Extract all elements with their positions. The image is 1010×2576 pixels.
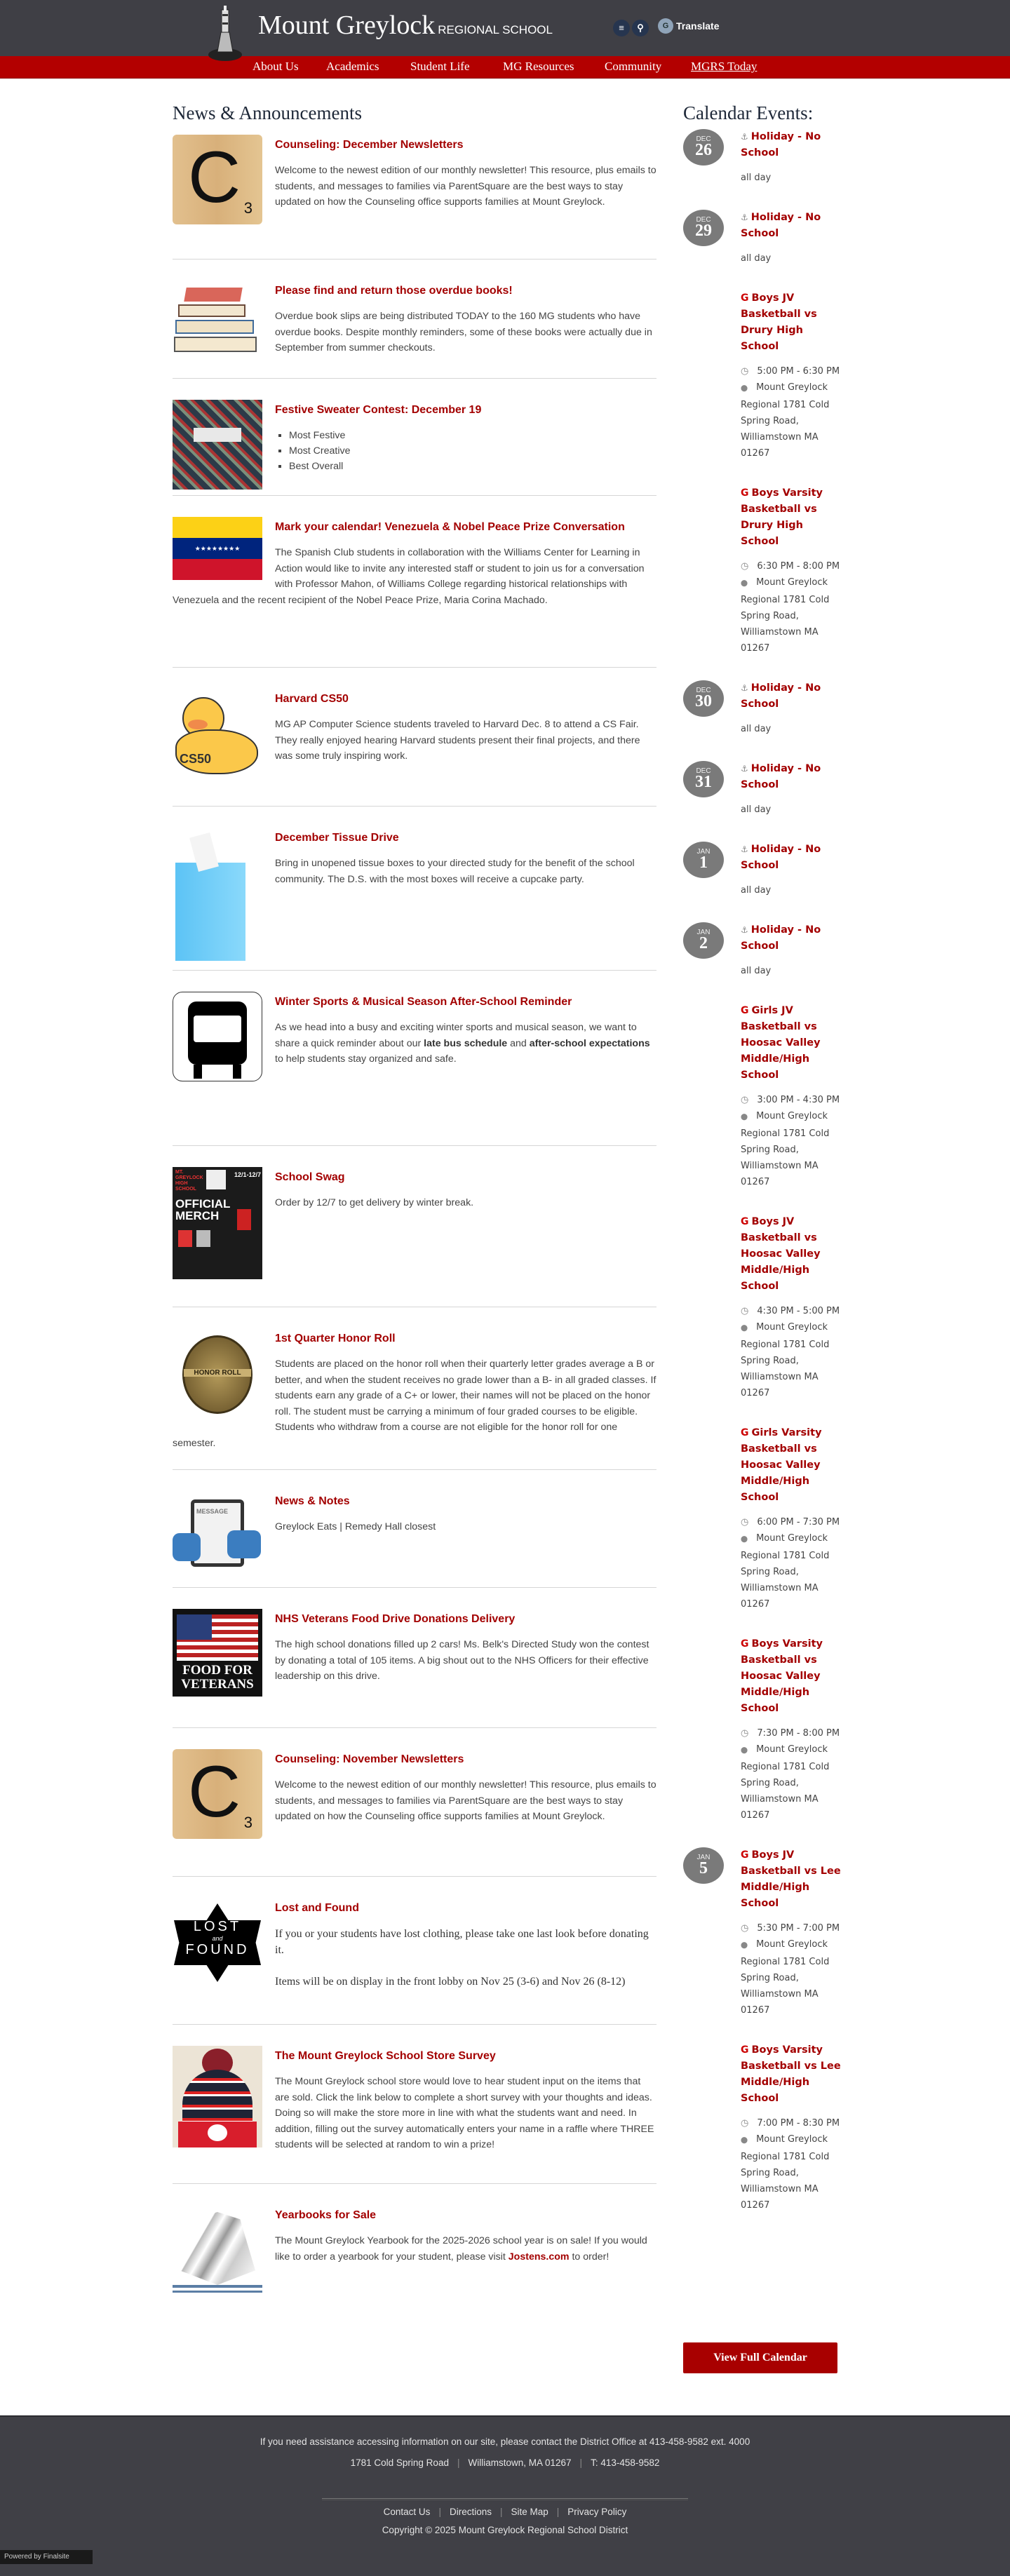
site-title[interactable]: [258, 10, 553, 41]
nav-about-us[interactable]: About Us: [252, 60, 299, 73]
greylock-g-icon: G: [741, 1638, 749, 1650]
event-location: [741, 1741, 844, 1823]
lost-and-found-image[interactable]: [173, 1898, 262, 1988]
date-day: 26: [695, 141, 712, 159]
copyright: Copyright © 2025 Mount Greylock Regional School District: [382, 2525, 628, 2535]
news-item: [173, 668, 656, 807]
footer-contact-us[interactable]: Contact Us: [383, 2507, 431, 2517]
event-link[interactable]: Boys Varsity Basketball vs Hoosac Valley Middle/High School: [741, 1638, 823, 1714]
news-item: [173, 2184, 656, 2303]
event-title: [741, 842, 844, 874]
image-caption: and: [212, 1935, 223, 1942]
clock-icon: ◷: [741, 1095, 749, 1105]
calendar-day: [683, 210, 844, 656]
event-time-text: all day: [741, 804, 772, 815]
news-title-link[interactable]: Winter Sports & Musical Season After-School Reminder: [275, 996, 572, 1008]
calendar-event: [741, 1003, 844, 1190]
clock-icon: ◷: [741, 1517, 749, 1528]
calendar-event: [741, 290, 844, 461]
holiday-icon: ⚓: [741, 132, 748, 142]
news-item: [173, 259, 656, 379]
body-text: to order!: [569, 2251, 610, 2263]
event-title: [741, 2042, 844, 2107]
greylock-g-icon: G: [741, 1216, 749, 1227]
venezuela-flag-image[interactable]: ★★★★★★★★: [173, 517, 262, 580]
image-caption: MT. GREYLOCK HIGH SCHOOL: [175, 1170, 203, 1192]
sweater-image[interactable]: [173, 400, 262, 490]
news-title-link[interactable]: December Tissue Drive: [275, 832, 399, 844]
calendar-event: [741, 1636, 844, 1823]
event-location-text: Mount Greylock Regional 1781 Cold Spring Road, Williamstown MA 01267: [741, 1111, 830, 1187]
event-title: [741, 761, 844, 793]
date-month: DEC: [696, 216, 711, 224]
event-title: [741, 922, 844, 955]
event-link[interactable]: Holiday - No School: [741, 844, 821, 871]
clock-icon: ◷: [741, 1728, 749, 1739]
site-header: [0, 0, 1010, 56]
holiday-icon: ⚓: [741, 844, 748, 854]
body-text: As we head into a busy and exciting winter sports and musical season, we want to share a quick reminder about our: [275, 1022, 637, 1049]
footer-privacy-policy[interactable]: Privacy Policy: [567, 2507, 627, 2517]
calendar-event: [741, 2042, 844, 2213]
map-pin-icon: ⬤: [741, 2137, 748, 2144]
calendar-event: [741, 210, 844, 267]
main-nav: [0, 56, 1010, 79]
event-link[interactable]: Girls JV Basketball vs Hoosac Valley Middle/High School: [741, 1005, 821, 1081]
image-caption: FOUND: [185, 1942, 250, 1957]
calendar-event: [741, 1214, 844, 1401]
date-month: JAN: [696, 848, 711, 856]
body-text: Students are placed on the honor roll when their quarterly letter grades average a B or better, and when the student receives no grade lower than a B- in all graded classes. If students earn any grade of a C+ or lower, their names will not be placed on the honor roll. The student must be carrying a minimum of four graded courses to be eligible. Students who withdraw from a course are not eligible for the honor roll for one semester.: [173, 1358, 656, 1449]
duck-image[interactable]: [173, 689, 262, 778]
event-time-text: all day: [741, 724, 772, 734]
footer-links: Contact Us | Directions | Site Map | Privacy Policy: [383, 2507, 627, 2517]
news-item: [173, 1588, 656, 1728]
body-text: The Mount Greylock school store would love to hear student input on the items that are sold. Click the link below to complete a short survey with your thoughts and ideas. Doing so will make the store more in line with what the students want and need. In addition, filling out the survey automatically enters your name in a raffle where THREE students will be selected at random to win a prize!: [275, 2076, 654, 2150]
news-title-link[interactable]: Lost and Found: [275, 1902, 359, 1914]
date-month: DEC: [696, 687, 711, 694]
news-title-link[interactable]: NHS Veterans Food Drive Donations Delivery: [275, 1613, 516, 1625]
event-time: [741, 802, 844, 818]
map-pin-icon: ⬤: [741, 1114, 748, 1121]
date-badge: [683, 1847, 724, 1884]
body-text: Greylock Eats | Remedy Hall closest: [275, 1521, 436, 1532]
map-pin-icon: ⬤: [741, 1747, 748, 1754]
date-badge: [683, 922, 724, 959]
date-day: 30: [695, 692, 712, 710]
event-link[interactable]: Holiday - No School: [741, 763, 821, 790]
open-book-image[interactable]: [173, 2205, 262, 2295]
holiday-icon: ⚓: [741, 764, 748, 774]
greylock-g-icon: G: [741, 1849, 749, 1861]
event-link[interactable]: Holiday - No School: [741, 682, 821, 710]
date-month: DEC: [696, 135, 711, 143]
calendar-day: [683, 680, 844, 737]
map-pin-icon: ⬤: [741, 1942, 748, 1949]
accessibility-notice: If you need assistance accessing information on our site, please contact the District Office at 413-458-9582 ext. 4000: [260, 2436, 750, 2447]
body-text: The Spanish Club students in collaboration with the Williams Center for Learning in Action would like to invite any interested staff or student to join us for a conversation with Professor Mahon, of Williams College regarding historical relationships with Venezuela and the recent recipient of the Nobel Peace Prize, Maria Corina Machado.: [173, 547, 645, 606]
greylock-g-icon: G: [741, 292, 749, 304]
calendar-event: [741, 761, 844, 818]
news-item: [173, 496, 656, 668]
body-text: Order by 12/7 to get delivery by winter break.: [275, 1197, 474, 1208]
holiday-icon: ⚓: [741, 213, 748, 222]
event-location: [741, 574, 844, 656]
site-footer: [0, 2415, 1010, 2576]
image-caption: 3: [243, 1814, 252, 1831]
news-item: [173, 1728, 656, 1877]
medal-image[interactable]: [173, 1328, 262, 1418]
scrabble-tile-image[interactable]: [173, 1749, 262, 1839]
event-location-text: Mount Greylock Regional 1781 Cold Spring Road, Williamstown MA 01267: [741, 2134, 830, 2211]
clock-icon: ◷: [741, 1923, 749, 1934]
event-link[interactable]: Boys Varsity Basketball vs Lee Middle/High School: [741, 2044, 841, 2104]
event-location: [741, 2131, 844, 2213]
nav-community[interactable]: Community: [605, 60, 662, 73]
event-time: [741, 363, 844, 379]
body-text: Bring in unopened tissue boxes to your directed study for the benefit of the school community. The D.S. with the most boxes will receive a cupcake party.: [275, 858, 635, 885]
event-title: [741, 1847, 844, 1912]
nav-academics[interactable]: Academics: [326, 60, 379, 73]
event-location: [741, 1936, 844, 2018]
news-item: [173, 379, 656, 496]
message-tablet-image[interactable]: [173, 1491, 262, 1568]
event-title: [741, 290, 844, 355]
school-name: Mount Greylock: [258, 11, 436, 40]
event-time: [741, 1514, 844, 1530]
news-item: [173, 129, 656, 259]
clock-icon: ◷: [741, 2118, 749, 2129]
news-title-link[interactable]: Counseling: December Newsletters: [275, 139, 464, 151]
event-time-text: all day: [741, 173, 772, 183]
event-time: [741, 963, 844, 979]
event-time-text: 5:30 PM - 7:00 PM: [757, 1923, 840, 1934]
footer-address: 1781 Cold Spring Road | Williamstown, MA 01267 | T: 413-458-9582: [350, 2457, 660, 2468]
body-text: MG AP Computer Science students traveled to Harvard Dec. 8 to attend a CS Fair. They really enjoyed hearing Harvard students present their final projects, and there was some truly inspiring work.: [275, 719, 640, 762]
footer-city: Williamstown, MA 01267: [468, 2457, 572, 2468]
event-link[interactable]: Holiday - No School: [741, 131, 821, 159]
calendar-day: [683, 761, 844, 818]
image-caption: C: [188, 137, 241, 218]
map-pin-icon: ⬤: [741, 1536, 748, 1543]
event-location-text: Mount Greylock Regional 1781 Cold Spring Road, Williamstown MA 01267: [741, 1939, 830, 2016]
body-text: and: [507, 1037, 530, 1049]
school-subtitle: REGIONAL SCHOOL: [438, 23, 553, 36]
event-time-text: 5:00 PM - 6:30 PM: [757, 366, 840, 377]
category-item: ▪ Best Overall: [289, 459, 656, 474]
event-time: [741, 1303, 844, 1319]
news-title-link[interactable]: Mark your calendar! Venezuela & Nobel Peace Prize Conversation: [275, 521, 625, 533]
clock-icon: ◷: [741, 366, 749, 377]
event-location: [741, 379, 844, 461]
footer-directions[interactable]: Directions: [449, 2507, 492, 2517]
calendar-event: [741, 129, 844, 186]
scrabble-tile-image[interactable]: [173, 135, 262, 224]
event-time: [741, 1725, 844, 1741]
food-for-veterans-image[interactable]: [173, 1609, 262, 1697]
news-title-link[interactable]: 1st Quarter Honor Roll: [275, 1333, 396, 1344]
date-day: 2: [699, 934, 708, 952]
event-location-text: Mount Greylock Regional 1781 Cold Spring Road, Williamstown MA 01267: [741, 577, 830, 654]
event-time-text: all day: [741, 885, 772, 896]
news-title-link[interactable]: Yearbooks for Sale: [275, 2209, 377, 2221]
date-day: 29: [695, 222, 712, 240]
body-text: Overdue book slips are being distributed TODAY to the 160 MG students who have overdue books. Despite monthly reminders, some of these books were actually due in September from summer checkouts.: [275, 311, 652, 353]
calendar-event: [741, 842, 844, 898]
map-pin-icon: ⬤: [741, 385, 748, 392]
news-title-link[interactable]: The Mount Greylock School Store Survey: [275, 2050, 496, 2062]
date-day: 5: [699, 1859, 708, 1877]
news-title-link[interactable]: Festive Sweater Contest: December 19: [275, 404, 482, 416]
event-time: [741, 558, 844, 574]
tissue-box-image[interactable]: [173, 828, 262, 964]
news-title-link[interactable]: News & Notes: [275, 1495, 350, 1507]
news-item: [173, 1877, 656, 2025]
date-month: JAN: [696, 929, 711, 936]
body-text: Welcome to the newest edition of our monthly newsletter! This resource, plus emails to students, and messages to families via ParentSquare are the best ways to stay updated on how the Counseling office supports families at Mount Greylock.: [275, 1779, 656, 1822]
event-time-text: all day: [741, 253, 772, 264]
jostens-link[interactable]: Jostens.com: [508, 2251, 570, 2263]
image-caption: OFFICIAL MERCH: [175, 1197, 231, 1222]
date-badge: [683, 761, 724, 797]
date-badge: [683, 680, 724, 717]
nav-mg-resources[interactable]: MG Resources: [503, 60, 574, 73]
holiday-icon: ⚓: [741, 925, 748, 935]
body-text: to help students stay organized and safe.: [275, 1053, 457, 1065]
google-translate-icon: G: [658, 18, 673, 34]
event-title: [741, 485, 844, 550]
image-caption: VETERANS: [181, 1677, 254, 1692]
date-badge: [683, 129, 724, 166]
event-location-text: Mount Greylock Regional 1781 Cold Spring Road, Williamstown MA 01267: [741, 1322, 830, 1398]
image-caption: CS50: [180, 752, 212, 766]
image-caption: C: [188, 1751, 241, 1833]
greylock-g-icon: G: [741, 1427, 749, 1438]
event-title: [741, 1003, 844, 1084]
calendar-events: [683, 129, 844, 2237]
clock-icon: ◷: [741, 1306, 749, 1316]
calendar-day: [683, 922, 844, 1823]
event-time-text: 3:00 PM - 4:30 PM: [757, 1095, 840, 1105]
event-time-text: 7:30 PM - 8:00 PM: [757, 1728, 840, 1739]
clock-icon: ◷: [741, 561, 749, 572]
calendar-day: [683, 1847, 844, 2213]
body-text: Welcome to the newest edition of our monthly newsletter! This resource, plus emails to students, and messages to families via ParentSquare are the best ways to stay updated on how the Counseling office supports families at Mount Greylock.: [275, 165, 656, 208]
event-link[interactable]: Boys JV Basketball vs Drury High School: [741, 292, 817, 352]
image-caption: MESSAGE: [196, 1508, 229, 1515]
news-item: [173, 2025, 656, 2184]
event-title: [741, 680, 844, 713]
event-time-text: 6:00 PM - 7:30 PM: [757, 1517, 840, 1528]
calendar-event: [741, 485, 844, 656]
news-item: [173, 971, 656, 1146]
event-link[interactable]: Girls Varsity Basketball vs Hoosac Valley Middle/High School: [741, 1427, 822, 1503]
event-time-text: 4:30 PM - 5:00 PM: [757, 1306, 840, 1316]
event-location-text: Mount Greylock Regional 1781 Cold Spring Road, Williamstown MA 01267: [741, 1533, 830, 1610]
news-item: [173, 1146, 656, 1307]
event-link[interactable]: Boys JV Basketball vs Lee Middle/High School: [741, 1849, 841, 1909]
date-day: 1: [699, 854, 708, 872]
category-item: ▪ Most Festive: [289, 428, 656, 443]
greylock-g-icon: G: [741, 487, 749, 499]
news-list: [173, 129, 656, 2303]
map-pin-icon: ⬤: [741, 1325, 748, 1332]
news-item: [173, 1307, 656, 1470]
event-link[interactable]: Holiday - No School: [741, 212, 821, 239]
body-text: The Mount Greylock Yearbook for the 2025-2026 school year is on sale! If you would like to order a yearbook for your student, please visit: [275, 2235, 647, 2263]
event-time: [741, 170, 844, 186]
news-heading: News & Announcements: [173, 102, 362, 123]
date-badge: [683, 210, 724, 246]
calendar-heading: Calendar Events:: [683, 102, 814, 123]
merch-poster-image[interactable]: [173, 1167, 262, 1279]
greylock-tower-logo[interactable]: [208, 4, 243, 63]
event-time: [741, 250, 844, 267]
category-list: [289, 428, 656, 474]
beanie-image[interactable]: [173, 2046, 262, 2147]
image-caption: HONOR ROLL: [184, 1369, 251, 1377]
holiday-icon: ⚓: [741, 683, 748, 693]
event-link[interactable]: Holiday - No School: [741, 924, 821, 952]
event-link[interactable]: Boys Varsity Basketball vs Drury High School: [741, 487, 823, 547]
date-month: JAN: [696, 1854, 711, 1861]
event-time: [741, 882, 844, 898]
date-day: 31: [695, 773, 712, 791]
event-location: [741, 1108, 844, 1190]
calendar-day: [683, 842, 844, 898]
footer-street: 1781 Cold Spring Road: [350, 2457, 449, 2468]
footer-divider: [322, 2498, 688, 2500]
event-location-text: Mount Greylock Regional 1781 Cold Spring Road, Williamstown MA 01267: [741, 382, 830, 459]
books-image[interactable]: [173, 281, 262, 358]
event-time: [741, 721, 844, 737]
body-text: If you or your students have lost clothing, please take one last look before donating it.: [275, 1928, 649, 1956]
date-badge: [683, 842, 724, 878]
calendar-event: [741, 1425, 844, 1612]
bold-text: after-school expectations: [529, 1037, 650, 1049]
calendar-event: [741, 1847, 844, 2018]
event-title: [741, 1636, 844, 1717]
image-caption: 12/1-12/7: [234, 1171, 262, 1178]
calendar-day: [683, 129, 844, 186]
footer-phone[interactable]: T: 413-458-9582: [591, 2457, 660, 2468]
body-text: Items will be on display in the front lobby on Nov 25 (3-6) and Nov 26 (8-12): [275, 1976, 626, 1988]
menu-icon[interactable]: ≡: [613, 20, 630, 36]
greylock-g-icon: G: [741, 2044, 749, 2056]
event-time: [741, 1092, 844, 1108]
greylock-g-icon: G: [741, 1005, 749, 1016]
event-time-text: all day: [741, 966, 772, 976]
image-caption: 3: [243, 199, 252, 217]
news-item: [173, 1470, 656, 1588]
news-title-link[interactable]: Harvard CS50: [275, 693, 349, 705]
translate-button[interactable]: [658, 18, 719, 34]
news-title-link[interactable]: School Swag: [275, 1171, 345, 1183]
event-time-text: 6:30 PM - 8:00 PM: [757, 561, 840, 572]
body-text: The high school donations filled up 2 cars! Ms. Belk's Directed Study won the contest by donating a total of 105 items. A big shout out to the NHS Officers for their effective leadership on this drive.: [275, 1639, 649, 1682]
calendar-event: [741, 922, 844, 979]
powered-by-finalsite[interactable]: Powered by Finalsite: [0, 2550, 93, 2564]
event-time: [741, 2115, 844, 2131]
event-title: [741, 210, 844, 242]
event-location-text: Mount Greylock Regional 1781 Cold Spring Road, Williamstown MA 01267: [741, 1744, 830, 1821]
event-title: [741, 129, 844, 161]
event-title: [741, 1214, 844, 1295]
map-pin-icon: ⬤: [741, 580, 748, 587]
event-location: [741, 1530, 844, 1612]
view-full-calendar-button[interactable]: View Full Calendar: [683, 2342, 837, 2373]
event-title: [741, 1425, 844, 1506]
translate-label: Translate: [676, 20, 720, 32]
event-location: [741, 1319, 844, 1401]
event-link[interactable]: Boys JV Basketball vs Hoosac Valley Middle/High School: [741, 1216, 821, 1292]
nav-student-life[interactable]: Student Life: [410, 60, 470, 73]
image-caption: FOOD FOR: [182, 1663, 252, 1678]
bold-text: late bus schedule: [424, 1037, 508, 1049]
footer-site-map[interactable]: Site Map: [511, 2507, 548, 2517]
bus-image[interactable]: [173, 992, 262, 1081]
news-title-link[interactable]: Please find and return those overdue books!: [275, 285, 513, 297]
news-title-link[interactable]: Counseling: November Newsletters: [275, 1753, 464, 1765]
event-time: [741, 1920, 844, 1936]
date-month: DEC: [696, 767, 711, 775]
calendar-event: [741, 680, 844, 737]
event-time-text: 7:00 PM - 8:30 PM: [757, 2118, 840, 2129]
image-caption: LOST: [193, 1919, 242, 1934]
news-item: [173, 807, 656, 971]
search-icon[interactable]: ⚲: [632, 20, 649, 36]
nav-mgrs-today[interactable]: MGRS Today: [691, 60, 758, 73]
category-item: ▪ Most Creative: [289, 443, 656, 459]
